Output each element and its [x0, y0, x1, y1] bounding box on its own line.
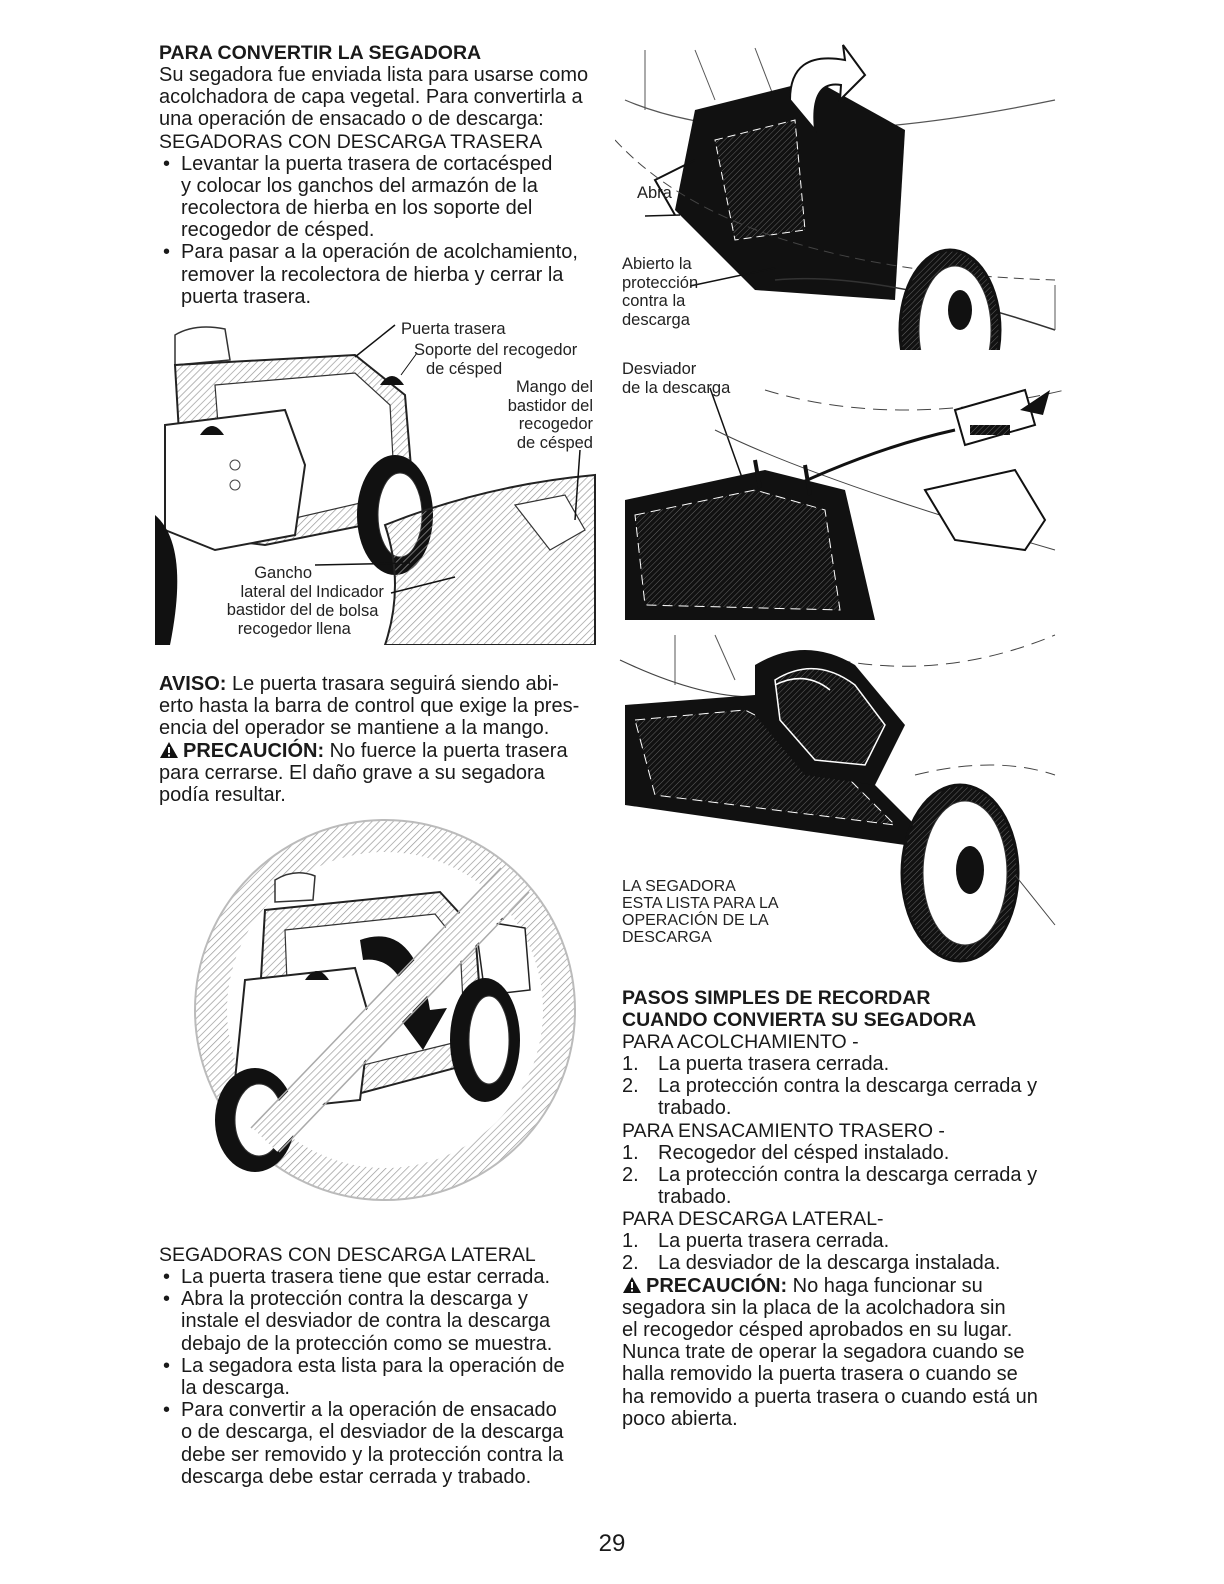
list-item: • Para convertir a la operación de ensacado o de descarga, el desviador de la descarga debe ser removido y la protección contra la descarga debe estar cerrada y trabado. — [159, 1399, 599, 1488]
aviso-label: AVISO: — [159, 673, 227, 695]
callout-soporte: Soporte del recogedor de césped — [414, 341, 578, 378]
rear-discharge-heading: SEGADORAS CON DESCARGA TRASERA — [159, 130, 543, 153]
convert-intro-line: una operación de ensacado o de descarga: — [159, 108, 544, 131]
list-item: 1. La puerta trasera cerrada. — [622, 1230, 890, 1253]
rear-discharge-list — [159, 153, 599, 308]
warning-icon — [622, 1276, 642, 1294]
callout-puerta-trasera: Puerta trasera — [401, 320, 506, 338]
list-item: • Levantar la puerta trasera de cortacésped y colocar los ganchos del armazón de la recolectora de hierba en los soporte del recogedor de césped. — [159, 153, 599, 242]
callout-gancho: Gancho lateral del bastidor del recogedor — [212, 564, 312, 638]
convert-title: PARA CONVERTIR LA SEGADORA — [159, 42, 482, 64]
page-number: 29 — [598, 1530, 626, 1557]
step-group-heading: PARA DESCARGA LATERAL- — [622, 1208, 884, 1231]
list-item: 2. La desviador de la descarga instalada. — [622, 1252, 1001, 1275]
side-discharge-list — [159, 1266, 599, 1488]
convert-intro-line: Su segadora fue enviada lista para usarse como — [159, 64, 589, 86]
list-item: • La segadora esta lista para la operación de la descarga. — [159, 1355, 599, 1399]
callout-indicador: Indicador de bolsa llena — [316, 583, 384, 638]
convert-intro-line: acolchadora de capa vegetal. Para convertirla a — [159, 86, 583, 109]
callout-abra: Abra — [637, 184, 672, 202]
callout-abierto: Abierto la protección contra la descarga — [622, 255, 699, 329]
list-item: 2. La protección contra la descarga cerrada y trabado. — [622, 1075, 1038, 1120]
list-item: • Para pasar a la operación de acolchamiento, remover la recolectora de hierba y cerrar la puerta trasera. — [159, 241, 599, 308]
steps-section: PASOS SIMPLES DE RECORDAR CUANDO CONVIERTA SU SEGADORA PARA ACOLCHAMIENTO - 1. La puerta trasera cerrada. 2. La protección contra la descarga cerrada y trabado. PARA ENSACAMIENTO TRASERO - 1. Recogedor del césped instalado. 2. La protección contra la descarga cerrada y trabado. PARA DESCARGA LATERAL- 1. La puerta trasera cerrada. 2. La desviador de la descarga instalada. PRECAUCIÓN: No haga funcionar su segadora sin la placa de la acolchadora sin el recogedor césped aprobados en su lugar. Nunca trate de operar la segadora cuando se halla removido la puerta trasera o cuando se ha removido a puerta trasera o cuando está un poco abierta. — [622, 987, 1062, 1430]
step-group-heading: PARA ACOLCHAMIENTO - — [622, 1031, 859, 1053]
list-item: 1. La puerta trasera cerrada. — [622, 1053, 890, 1075]
step-group-heading: PARA ENSACAMIENTO TRASERO - — [622, 1119, 945, 1142]
list-item: • La puerta trasera tiene que estar cerrada. — [159, 1266, 599, 1288]
ready-label: LA SEGADORA ESTA LISTA PARA LA OPERACIÓN DE LA DESCARGA — [622, 878, 779, 946]
notice-block: AVISO: Le puerta trasara seguirá siendo abi- erto hasta la barra de control que exige la pres- encia del operador se mantiene a la mango. PRECAUCIÓN: No fuerce la puerta trasera para cerrarse. El daño grave a su segadora podía resultar. — [159, 673, 580, 807]
callout-desviador: Desviador de la descarga — [622, 360, 731, 397]
step-list — [622, 1142, 1062, 1209]
side-discharge-heading: SEGADORAS CON DESCARGA LATERAL — [159, 1244, 536, 1266]
do-not-force-illustration — [185, 810, 585, 1210]
list-item: 2. La protección contra la descarga cerrada y trabado. — [622, 1163, 1038, 1209]
caution-label: PRECAUCIÓN: — [646, 1274, 788, 1297]
steps-title: PASOS SIMPLES DE RECORDAR — [622, 987, 931, 1009]
list-item: • Abra la protección contra la descarga y instale el desviador de contra la descarga debajo de la protección como se muestra. — [159, 1288, 599, 1355]
caution-label: PRECAUCIÓN: — [183, 739, 325, 762]
callout-mango: Mango del bastidor del recogedor de césped — [507, 378, 593, 452]
warning-icon — [159, 741, 179, 759]
convert-section — [159, 42, 599, 308]
steps-title: CUANDO CONVIERTA SU SEGADORA — [622, 1009, 977, 1031]
side-discharge-section — [159, 1244, 599, 1488]
step-list — [622, 1053, 1062, 1120]
deflector-illustration — [615, 370, 1065, 620]
list-item: 1. Recogedor del césped instalado. — [622, 1141, 950, 1164]
step-list — [622, 1230, 1062, 1274]
